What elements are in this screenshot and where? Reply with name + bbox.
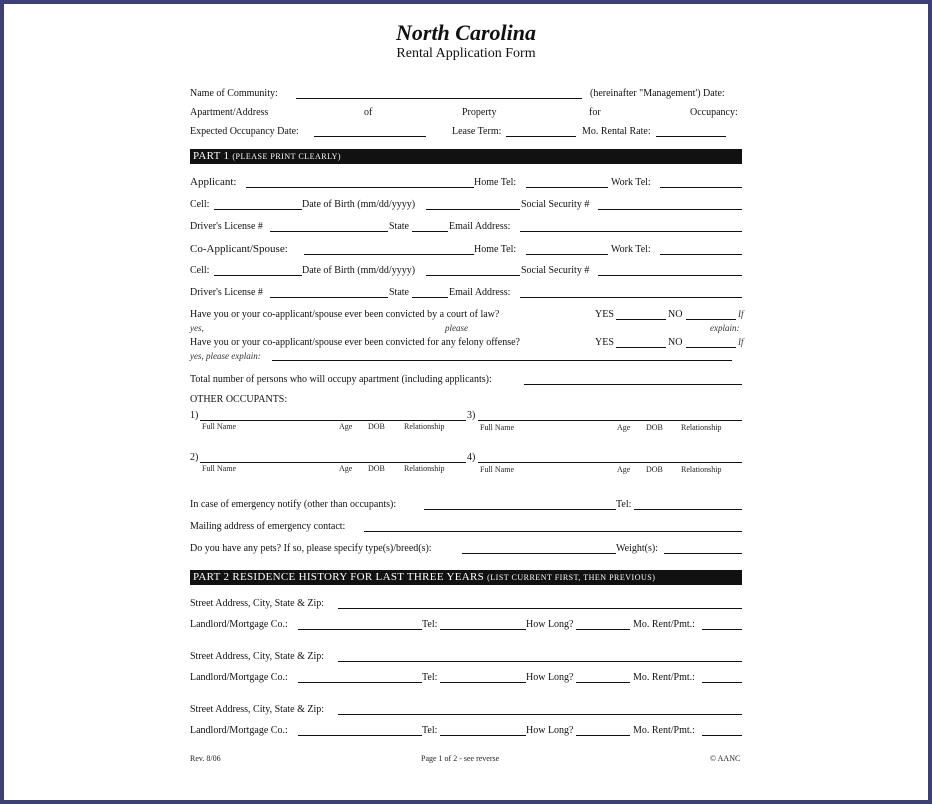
form-title: North Carolina bbox=[396, 20, 536, 45]
occupant-4-col-dob: DOB bbox=[646, 465, 663, 474]
rental-rate-label: Mo. Rental Rate: bbox=[582, 126, 651, 137]
coapplicant-license-field[interactable] bbox=[270, 297, 388, 298]
court-yes-label: YES bbox=[595, 309, 614, 320]
weight-label: Weight(s): bbox=[616, 543, 658, 554]
part2-title: PART 2 RESIDENCE HISTORY FOR LAST THREE YEARS bbox=[193, 571, 485, 583]
felony-no-label: NO bbox=[668, 337, 683, 348]
residence-1-tel-field[interactable] bbox=[440, 629, 526, 630]
residence-2-rent-label: Mo. Rent/Pmt.: bbox=[633, 672, 695, 683]
applicant-home-tel-field[interactable] bbox=[526, 187, 608, 188]
coapplicant-work-tel-label: Work Tel: bbox=[611, 244, 651, 255]
court-please: please bbox=[445, 323, 468, 333]
rental-application-page bbox=[4, 4, 928, 800]
pets-label: Do you have any pets? If so, please specify type(s)/breed(s): bbox=[190, 543, 432, 554]
part1-subtitle: (PLEASE PRINT CLEARLY) bbox=[232, 152, 342, 161]
court-if-text: If bbox=[738, 309, 744, 319]
lease-term-label: Lease Term: bbox=[452, 126, 502, 137]
applicant-cell-label: Cell: bbox=[190, 199, 210, 210]
applicant-label: Applicant: bbox=[190, 176, 237, 188]
applicant-email-field[interactable] bbox=[520, 231, 742, 232]
applicant-email-label: Email Address: bbox=[449, 221, 511, 232]
court-no-label: NO bbox=[668, 309, 683, 320]
residence-1-how-long-field[interactable] bbox=[576, 629, 630, 630]
footer-page: Page 1 of 2 - see reverse bbox=[421, 754, 500, 763]
occupant-1-col-dob: DOB bbox=[368, 422, 385, 431]
other-occupants-label: OTHER OCCUPANTS: bbox=[190, 394, 288, 405]
applicant-ssn-label: Social Security # bbox=[521, 199, 590, 210]
coapplicant-dob-label: Date of Birth (mm/dd/yyyy) bbox=[302, 265, 416, 276]
emergency-tel-label: Tel: bbox=[616, 499, 632, 510]
coapplicant-home-tel-label: Home Tel: bbox=[474, 244, 517, 255]
coapplicant-state-label: State bbox=[389, 287, 409, 298]
residence-1-tel-label: Tel: bbox=[422, 619, 438, 630]
residence-1-street-label: Street Address, City, State & Zip: bbox=[190, 598, 325, 609]
residence-3-how-long-field[interactable] bbox=[576, 735, 630, 736]
residence-3-street-field[interactable] bbox=[338, 714, 742, 715]
pets-field[interactable] bbox=[462, 553, 616, 554]
occupant-4-number: 4) bbox=[467, 452, 476, 463]
rental-rate-field[interactable] bbox=[656, 136, 726, 137]
applicant-license-label: Driver's License # bbox=[190, 221, 263, 232]
of-text: of bbox=[364, 107, 373, 118]
coapplicant-home-tel-field[interactable] bbox=[526, 254, 608, 255]
mailing-label: Mailing address of emergency contact: bbox=[190, 521, 346, 532]
expected-date-label: Expected Occupancy Date: bbox=[190, 126, 299, 137]
occupant-2-col-age: Age bbox=[339, 464, 353, 473]
residence-3-how-long-label: How Long? bbox=[526, 725, 574, 736]
total-persons-field[interactable] bbox=[524, 384, 742, 385]
occupant-2-col-name: Full Name bbox=[202, 464, 236, 473]
coapplicant-ssn-field[interactable] bbox=[598, 275, 742, 276]
form-subtitle: Rental Application Form bbox=[396, 46, 536, 61]
felony-explain-field[interactable] bbox=[272, 360, 732, 361]
emergency-label: In case of emergency notify (other than occupants): bbox=[190, 499, 397, 510]
occupant-3-field[interactable] bbox=[478, 420, 742, 421]
residence-2-how-long-field[interactable] bbox=[576, 682, 630, 683]
occupant-4-field[interactable] bbox=[478, 462, 742, 463]
coapplicant-label: Co-Applicant/Spouse: bbox=[190, 243, 288, 255]
residence-1-rent-label: Mo. Rent/Pmt.: bbox=[633, 619, 695, 630]
felony-if-text: If bbox=[738, 337, 744, 347]
property-text: Property bbox=[462, 107, 497, 118]
residence-1-landlord-field[interactable] bbox=[298, 629, 422, 630]
emergency-field[interactable] bbox=[424, 509, 616, 510]
occupant-2-field[interactable] bbox=[200, 462, 466, 463]
occupant-3-col-name: Full Name bbox=[480, 423, 514, 432]
felony-yes-field[interactable] bbox=[616, 347, 666, 348]
management-date-label: (hereinafter "Management') Date: bbox=[590, 88, 725, 99]
residence-2-tel-label: Tel: bbox=[422, 672, 438, 683]
footer-revision: Rev. 8/06 bbox=[190, 754, 221, 763]
residence-3-landlord-field[interactable] bbox=[298, 735, 422, 736]
residence-3-landlord-label: Landlord/Mortgage Co.: bbox=[190, 725, 288, 736]
applicant-field[interactable] bbox=[246, 187, 474, 188]
felony-question: Have you or your co-applicant/spouse ever been convicted for any felony offense? bbox=[190, 337, 520, 348]
applicant-work-tel-field[interactable] bbox=[660, 187, 742, 188]
coapplicant-email-field[interactable] bbox=[520, 297, 742, 298]
residence-3-street-label: Street Address, City, State & Zip: bbox=[190, 704, 325, 715]
applicant-cell-field[interactable] bbox=[214, 209, 302, 210]
court-no-field[interactable] bbox=[686, 319, 736, 320]
mailing-field[interactable] bbox=[364, 531, 742, 532]
total-persons-label: Total number of persons who will occupy apartment (including applicants): bbox=[190, 374, 492, 385]
coapplicant-cell-label: Cell: bbox=[190, 265, 210, 276]
occupant-2-number: 2) bbox=[190, 452, 199, 463]
occupant-1-field[interactable] bbox=[200, 420, 466, 421]
part1-title: PART 1 bbox=[193, 150, 230, 162]
coapplicant-ssn-label: Social Security # bbox=[521, 265, 590, 276]
residence-3-rent-label: Mo. Rent/Pmt.: bbox=[633, 725, 695, 736]
residence-3-tel-field[interactable] bbox=[440, 735, 526, 736]
coapplicant-state-field[interactable] bbox=[412, 297, 448, 298]
document-frame bbox=[4, 4, 928, 800]
occupant-3-col-age: Age bbox=[617, 423, 631, 432]
felony-yes-label: YES bbox=[595, 337, 614, 348]
part1-header bbox=[190, 149, 742, 164]
occupant-4-col-relationship: Relationship bbox=[681, 465, 722, 474]
community-field[interactable] bbox=[296, 98, 582, 99]
occupant-1-col-age: Age bbox=[339, 422, 353, 431]
felony-please-explain: yes, please explain: bbox=[190, 351, 261, 361]
occupant-3-col-relationship: Relationship bbox=[681, 423, 722, 432]
residence-2-street-field[interactable] bbox=[338, 661, 742, 662]
coapplicant-cell-field[interactable] bbox=[214, 275, 302, 276]
residence-2-how-long-label: How Long? bbox=[526, 672, 574, 683]
residence-1-how-long-label: How Long? bbox=[526, 619, 574, 630]
apartment-label: Apartment/Address bbox=[190, 107, 269, 118]
occupant-3-col-dob: DOB bbox=[646, 423, 663, 432]
expected-date-field[interactable] bbox=[314, 136, 426, 137]
coapplicant-email-label: Email Address: bbox=[449, 287, 511, 298]
residence-2-landlord-label: Landlord/Mortgage Co.: bbox=[190, 672, 288, 683]
emergency-tel-field[interactable] bbox=[634, 509, 742, 510]
court-explain: explain: bbox=[710, 323, 740, 333]
coapplicant-dob-field[interactable] bbox=[426, 275, 520, 276]
occupant-1-col-relationship: Relationship bbox=[404, 422, 445, 431]
applicant-dob-field[interactable] bbox=[426, 209, 520, 210]
occupant-1-number: 1) bbox=[190, 410, 199, 421]
coapplicant-field[interactable] bbox=[304, 254, 474, 255]
applicant-dob-label: Date of Birth (mm/dd/yyyy) bbox=[302, 199, 416, 210]
occupant-3-number: 3) bbox=[467, 410, 476, 421]
footer-copyright: © AANC bbox=[710, 754, 741, 763]
applicant-home-tel-label: Home Tel: bbox=[474, 177, 517, 188]
community-label: Name of Community: bbox=[190, 88, 278, 99]
occupancy-text: Occupancy: bbox=[690, 107, 738, 118]
applicant-license-field[interactable] bbox=[270, 231, 388, 232]
applicant-ssn-field[interactable] bbox=[598, 209, 742, 210]
residence-2-street-label: Street Address, City, State & Zip: bbox=[190, 651, 325, 662]
residence-1-rent-field[interactable] bbox=[702, 629, 742, 630]
applicant-state-field[interactable] bbox=[412, 231, 448, 232]
part2-header bbox=[190, 570, 742, 585]
occupant-2-col-dob: DOB bbox=[368, 464, 385, 473]
weight-field[interactable] bbox=[664, 553, 742, 554]
part2-subtitle: (LIST CURRENT FIRST, THEN PREVIOUS) bbox=[487, 573, 656, 582]
lease-term-field[interactable] bbox=[506, 136, 576, 137]
residence-3-rent-field[interactable] bbox=[702, 735, 742, 736]
applicant-state-label: State bbox=[389, 221, 409, 232]
residence-1-street-field[interactable] bbox=[338, 608, 742, 609]
court-yes-comma: yes, bbox=[190, 323, 204, 333]
residence-3-tel-label: Tel: bbox=[422, 725, 438, 736]
residence-2-tel-field[interactable] bbox=[440, 682, 526, 683]
felony-no-field[interactable] bbox=[686, 347, 736, 348]
for-text: for bbox=[589, 107, 601, 118]
applicant-work-tel-label: Work Tel: bbox=[611, 177, 651, 188]
occupant-2-col-relationship: Relationship bbox=[404, 464, 445, 473]
coapplicant-license-label: Driver's License # bbox=[190, 287, 263, 298]
occupant-4-col-name: Full Name bbox=[480, 465, 514, 474]
occupant-4-col-age: Age bbox=[617, 465, 631, 474]
court-yes-field[interactable] bbox=[616, 319, 666, 320]
occupant-1-col-name: Full Name bbox=[202, 422, 236, 431]
coapplicant-work-tel-field[interactable] bbox=[660, 254, 742, 255]
residence-2-rent-field[interactable] bbox=[702, 682, 742, 683]
residence-1-landlord-label: Landlord/Mortgage Co.: bbox=[190, 619, 288, 630]
court-question: Have you or your co-applicant/spouse ever been convicted by a court of law? bbox=[190, 309, 500, 320]
residence-2-landlord-field[interactable] bbox=[298, 682, 422, 683]
